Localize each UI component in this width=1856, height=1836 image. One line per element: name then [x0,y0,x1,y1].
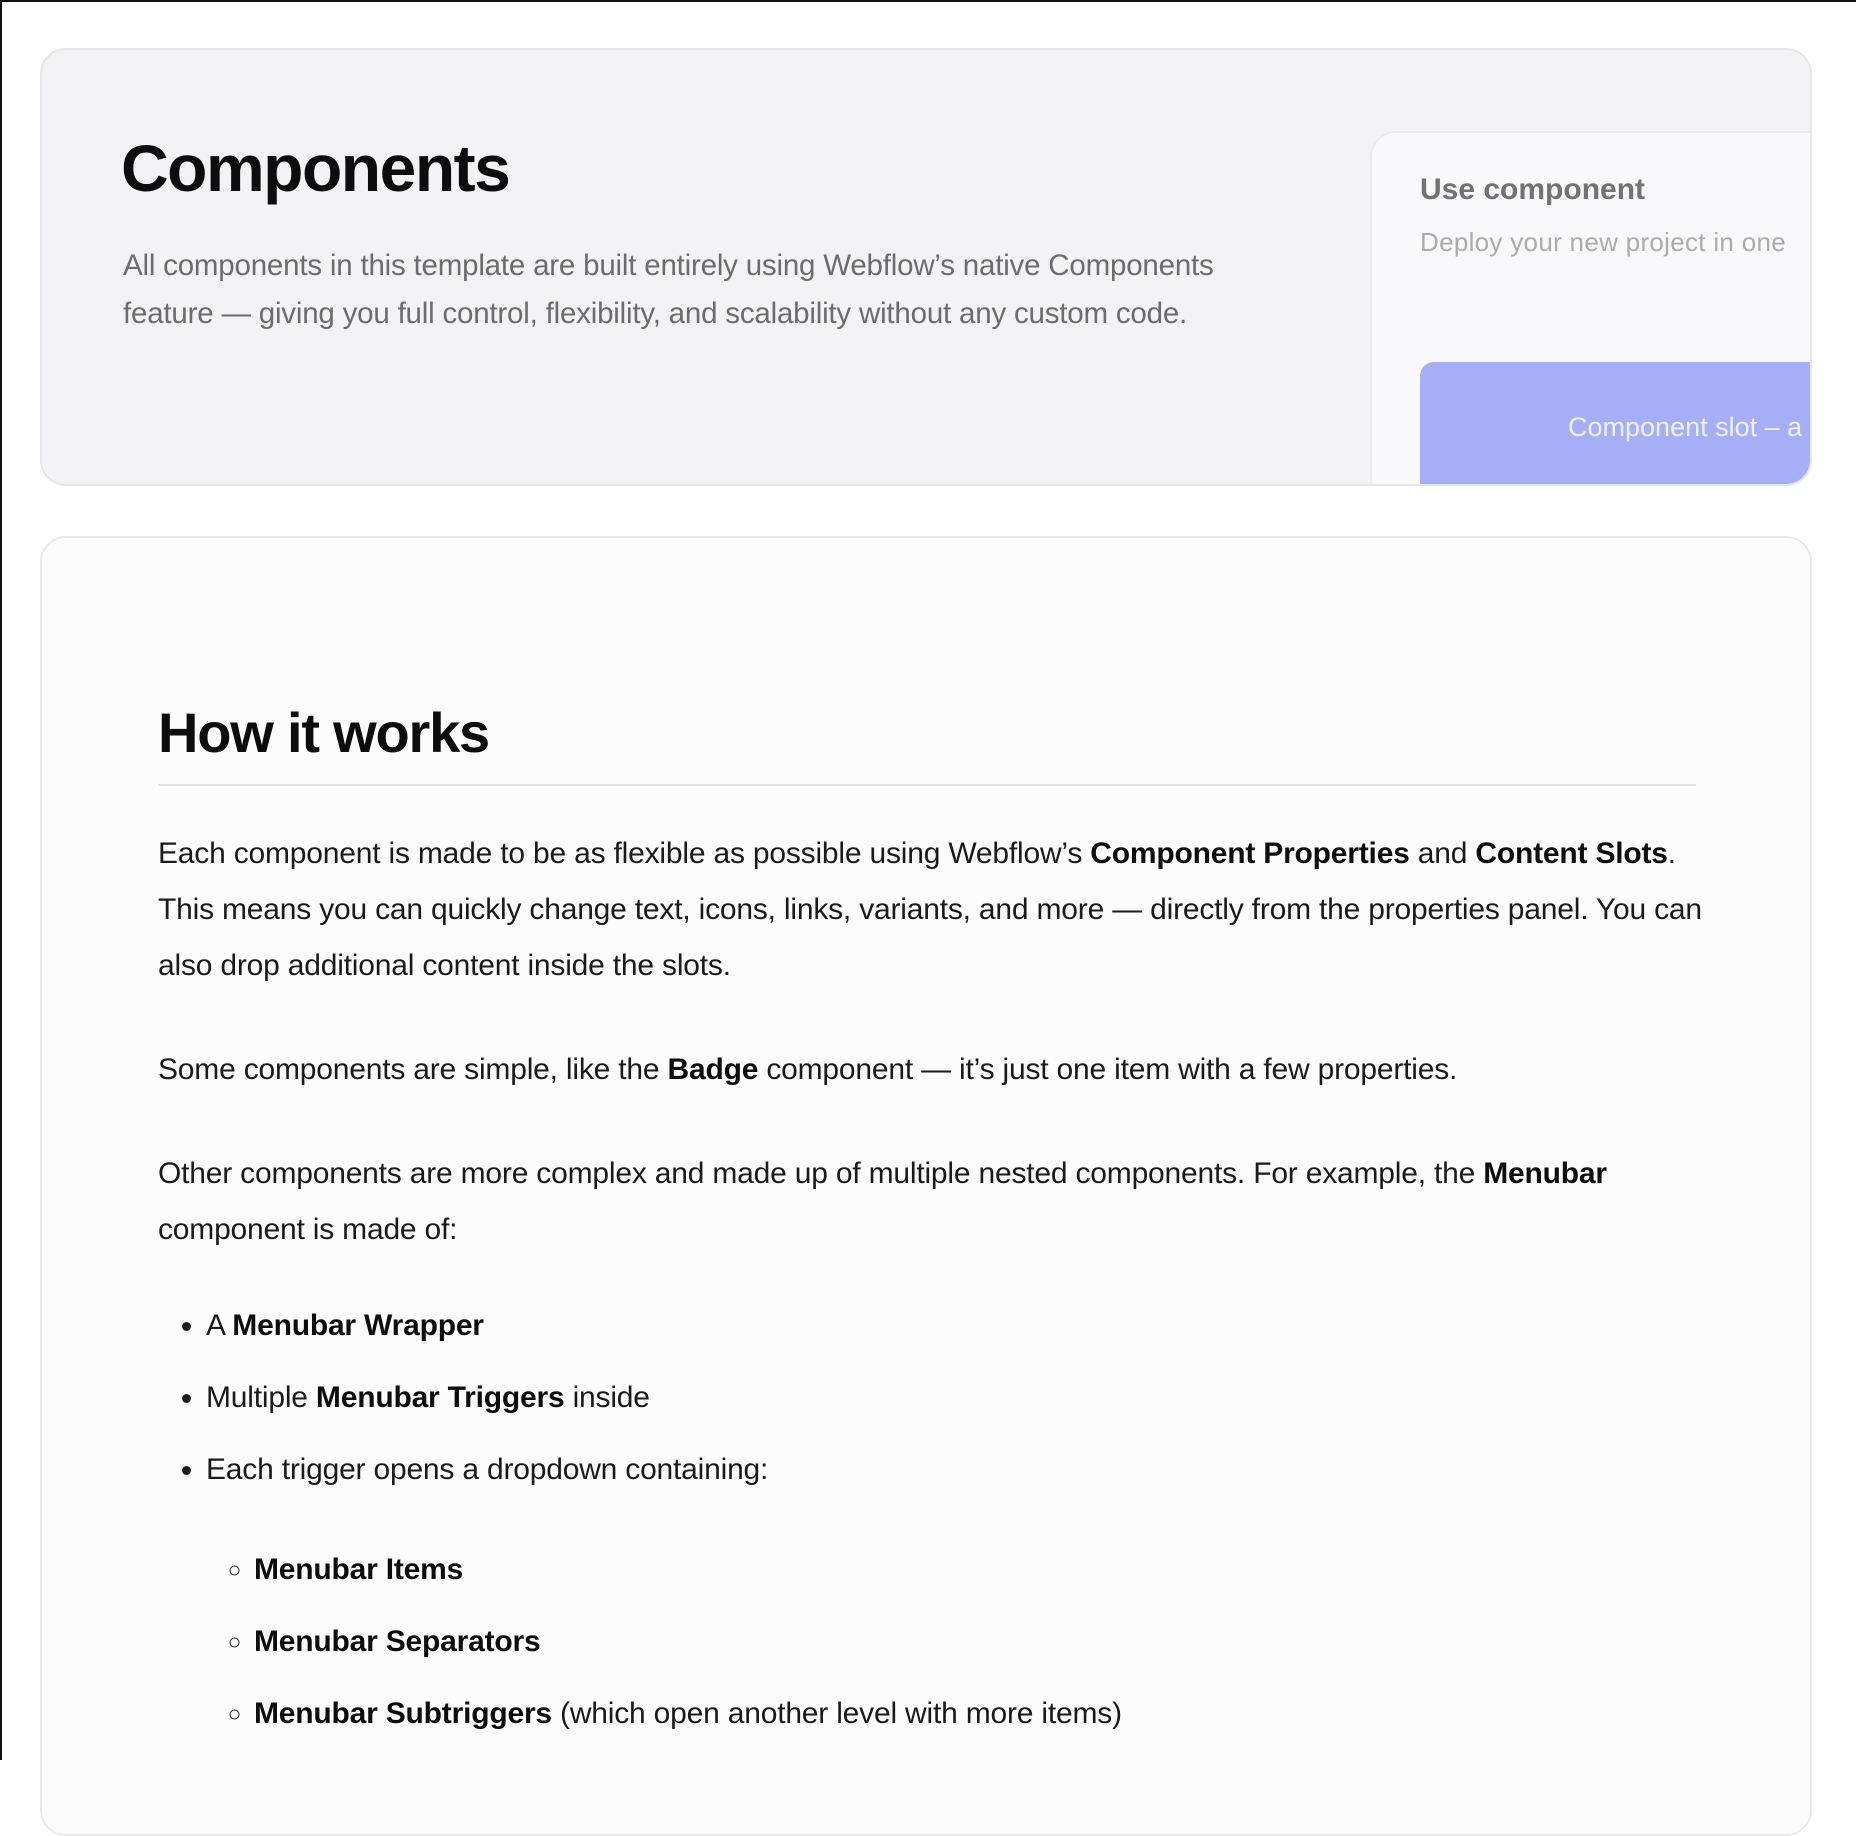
text: component is made of: [158,1213,458,1246]
term: Menubar Subtriggers [254,1697,552,1730]
sub-list-item [254,1614,1718,1670]
term: Menubar Triggers [315,1381,565,1414]
hero-card [40,48,1812,486]
text: Each component is made to be as flexible as possible using Webflow’s [158,837,1091,870]
content-card [40,536,1812,1836]
paragraph-badge [158,1042,1718,1098]
dropdown-contents-list [206,1542,1718,1742]
preview-title: Use component [1420,173,1646,206]
text: inside [564,1381,650,1414]
term-content-slots: Content Slots [1475,837,1668,870]
list-item [206,1298,1718,1354]
list-item [206,1370,1718,1426]
menubar-parts-list [158,1298,1718,1742]
term-component-properties: Component Properties [1090,837,1410,870]
sub-list-item [254,1542,1718,1598]
heading-divider [158,784,1696,786]
section-heading: How it works [158,701,489,764]
term-menubar: Menubar [1483,1157,1607,1190]
text: Other components are more complex and made up of multiple nested components. For example, the [158,1157,1484,1190]
term: Menubar Items [254,1553,464,1586]
term-badge: Badge [667,1053,759,1086]
text: Some components are simple, like the [158,1053,668,1086]
term: Menubar Wrapper [232,1309,484,1342]
hero-description: All components in this template are built entirely using Webflow’s native Components feature — giving you full control, flexibility, and scalability without any custom code. [123,249,1214,330]
paragraph-properties [158,826,1718,994]
window-left-edge [0,0,2,1760]
sub-list-item [254,1686,1718,1742]
component-preview-card [1370,131,1812,486]
text: Each trigger opens a dropdown containing: [206,1453,769,1486]
preview-subtitle: Deploy your new project in one [1420,227,1786,257]
component-slot-label: Component slot – a [1568,412,1803,442]
term: Menubar Separators [254,1625,541,1658]
text: . This means you can quickly change text, icons, links, variants, and more — directly from the properties panel. You can also drop additional content inside the slots. [158,837,1702,982]
text: A [206,1309,233,1342]
article-body [158,826,1718,1758]
page-title: Components [121,131,510,205]
window-top-edge [0,0,1856,2]
text: component — it’s just one item with a few properties. [758,1053,1458,1086]
text: Multiple [206,1381,316,1414]
component-slot-button[interactable] [1420,362,1812,486]
text: (which open another level with more items) [551,1697,1122,1730]
paragraph-menubar [158,1146,1718,1258]
list-item [206,1442,1718,1742]
text: and [1409,837,1476,870]
